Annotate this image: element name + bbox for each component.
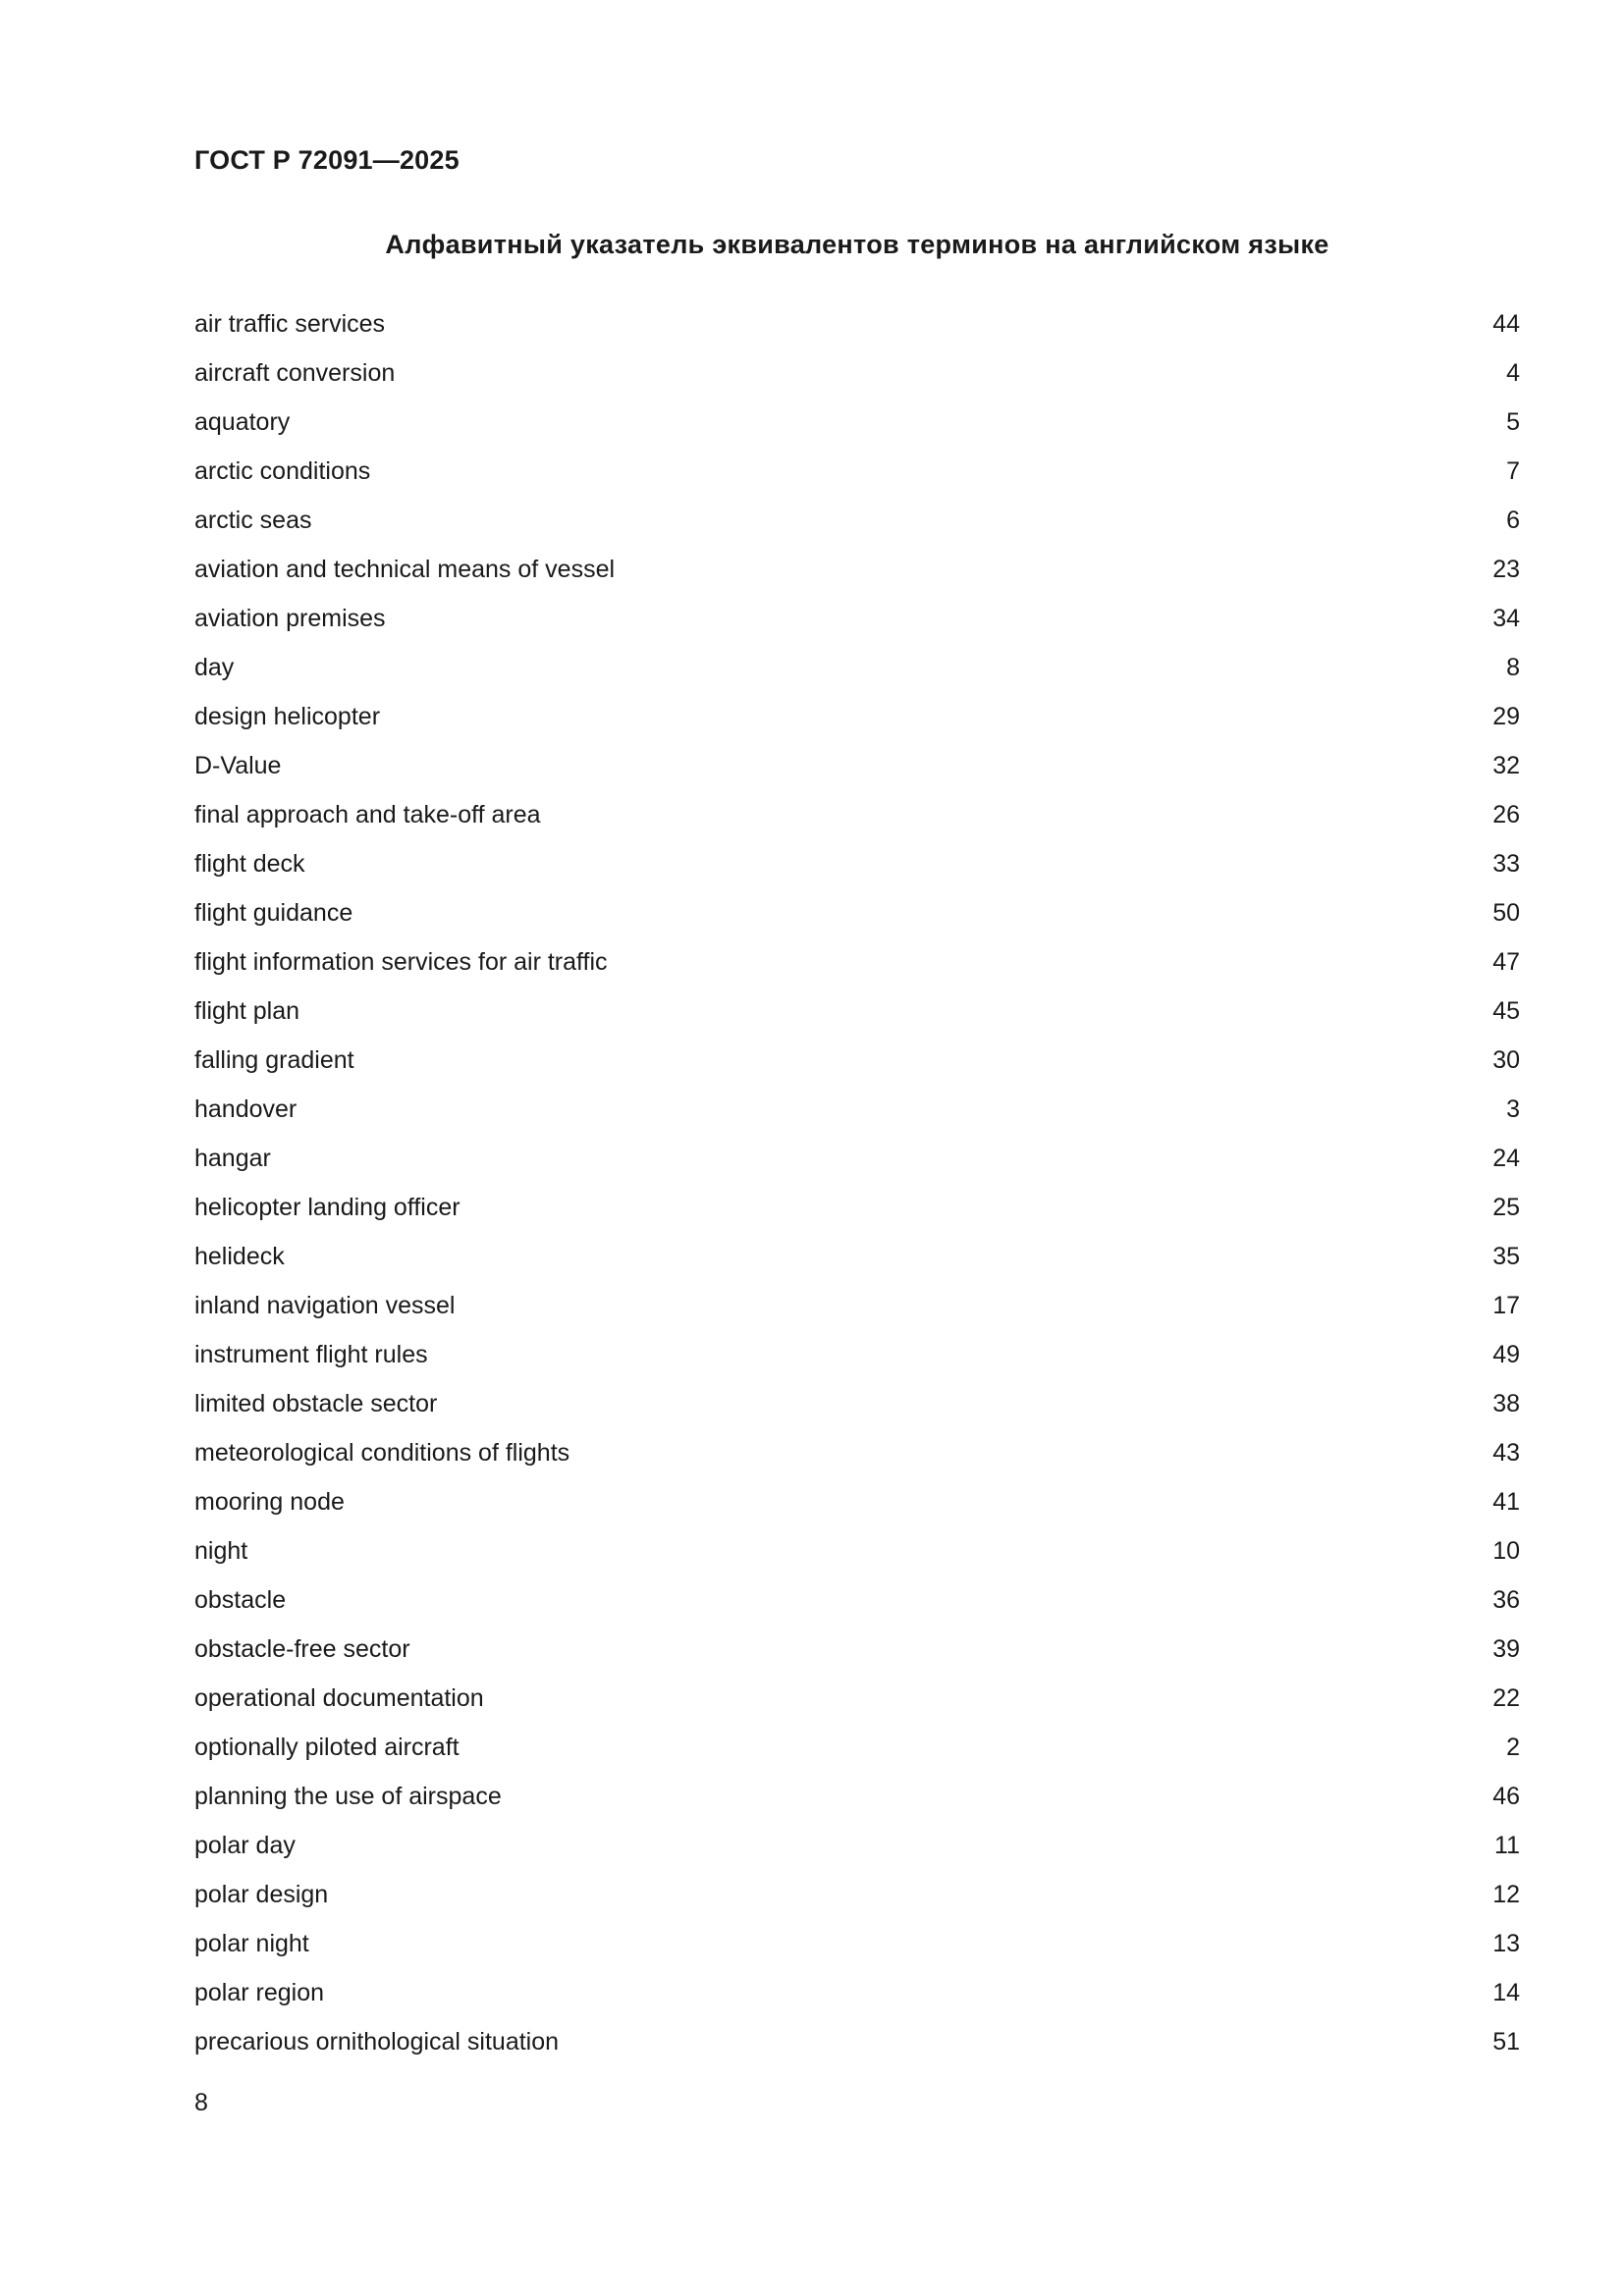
index-entry-term: optionally piloted aircraft — [194, 1734, 460, 1761]
index-entry — [194, 1330, 1520, 1379]
index-entry-term: night — [194, 1537, 248, 1565]
index-entry — [194, 1477, 1520, 1526]
index-entry — [194, 1870, 1520, 1919]
index-entry-number: 7 — [1506, 457, 1520, 485]
index-entry-number: 23 — [1492, 556, 1520, 583]
index-entry — [194, 1772, 1520, 1821]
index-entry — [194, 987, 1520, 1036]
index-entry-number: 44 — [1492, 310, 1520, 338]
index-entry-number: 11 — [1494, 1832, 1520, 1859]
index-entry — [194, 447, 1520, 496]
index-entry — [194, 1134, 1520, 1183]
index-entry-number: 38 — [1492, 1390, 1520, 1417]
page-number: 8 — [194, 2089, 208, 2116]
index-entry-number: 4 — [1506, 359, 1520, 387]
index-entry-term: day — [194, 654, 235, 681]
index-entry-term: arctic conditions — [194, 457, 371, 485]
index-entry-number: 50 — [1492, 899, 1520, 927]
index-entry-term: mooring node — [194, 1488, 345, 1516]
index-entry-term: limited obstacle sector — [194, 1390, 438, 1417]
index-entry — [194, 1674, 1520, 1723]
index-entry-number: 36 — [1492, 1586, 1520, 1614]
index-entry-term: obstacle — [194, 1586, 287, 1614]
index-entry-term: polar day — [194, 1832, 296, 1859]
index-entry — [194, 692, 1520, 741]
index-entry — [194, 496, 1520, 545]
index-entry — [194, 1526, 1520, 1575]
index-entry-number: 35 — [1492, 1243, 1520, 1270]
index-entry — [194, 1036, 1520, 1085]
index-entry-term: obstacle-free sector — [194, 1635, 410, 1663]
index-entry — [194, 888, 1520, 937]
index-entry-number: 22 — [1492, 1684, 1520, 1712]
index-entry-term: helicopter landing officer — [194, 1194, 460, 1221]
index-entry — [194, 1379, 1520, 1428]
index-entry — [194, 790, 1520, 839]
index-entry-number: 45 — [1492, 997, 1520, 1025]
index-entry-term: polar design — [194, 1881, 329, 1908]
index-entry-term: flight guidance — [194, 899, 353, 927]
index-entry-number: 13 — [1492, 1930, 1520, 1957]
index-entry-number: 34 — [1492, 605, 1520, 632]
index-entry — [194, 1919, 1520, 1968]
index-entry-term: aviation and technical means of vessel — [194, 556, 616, 583]
index-entry-term: operational documentation — [194, 1684, 484, 1712]
document-code: ГОСТ Р 72091—2025 — [194, 145, 460, 175]
index-entry-term: design helicopter — [194, 703, 381, 730]
index-entry-number: 47 — [1492, 948, 1520, 976]
index-entry — [194, 2017, 1520, 2066]
index-entry-term: D-Value — [194, 752, 282, 779]
index-entry — [194, 1281, 1520, 1330]
index-list — [194, 299, 1520, 2066]
index-entry-number: 10 — [1492, 1537, 1520, 1565]
index-entry-term: instrument flight rules — [194, 1341, 428, 1368]
index-entry-term: final approach and take-off area — [194, 801, 541, 828]
index-entry-term: planning the use of airspace — [194, 1783, 502, 1810]
index-entry — [194, 839, 1520, 888]
index-entry-term: polar night — [194, 1930, 309, 1957]
index-entry-term: flight plan — [194, 997, 300, 1025]
index-entry — [194, 1575, 1520, 1625]
index-entry — [194, 348, 1520, 398]
index-entry-number: 41 — [1492, 1488, 1520, 1516]
index-entry — [194, 937, 1520, 987]
index-entry — [194, 1183, 1520, 1232]
index-entry-term: precarious ornithological situation — [194, 2028, 560, 2056]
index-entry — [194, 1085, 1520, 1134]
index-entry-number: 6 — [1506, 507, 1520, 534]
index-entry — [194, 299, 1520, 348]
index-entry-term: aquatory — [194, 408, 291, 436]
index-entry — [194, 1232, 1520, 1281]
index-entry-number: 46 — [1492, 1783, 1520, 1810]
index-entry-term: flight deck — [194, 850, 305, 878]
index-entry-term: helideck — [194, 1243, 285, 1270]
index-entry — [194, 643, 1520, 692]
index-entry-number: 14 — [1492, 1979, 1520, 2006]
index-entry-number: 12 — [1492, 1881, 1520, 1908]
index-entry — [194, 1723, 1520, 1772]
index-entry-number: 17 — [1492, 1292, 1520, 1319]
index-entry-number: 33 — [1492, 850, 1520, 878]
index-entry-number: 8 — [1506, 654, 1520, 681]
index-entry — [194, 1968, 1520, 2017]
index-entry-number: 3 — [1506, 1095, 1520, 1123]
index-entry — [194, 398, 1520, 447]
index-entry-term: aviation premises — [194, 605, 386, 632]
index-entry-term: falling gradient — [194, 1046, 354, 1074]
index-entry-term: flight information services for air traffic — [194, 948, 608, 976]
index-entry — [194, 545, 1520, 594]
index-entry-number: 30 — [1492, 1046, 1520, 1074]
index-entry — [194, 594, 1520, 643]
index-entry — [194, 1625, 1520, 1674]
index-entry-term: hangar — [194, 1145, 271, 1172]
index-entry-term: air traffic services — [194, 310, 386, 338]
index-entry-term: polar region — [194, 1979, 325, 2006]
index-entry — [194, 1821, 1520, 1870]
index-entry-term: meteorological conditions of flights — [194, 1439, 570, 1467]
index-entry-term: inland navigation vessel — [194, 1292, 456, 1319]
index-entry-number: 24 — [1492, 1145, 1520, 1172]
index-entry — [194, 1428, 1520, 1477]
index-entry-number: 43 — [1492, 1439, 1520, 1467]
index-entry-term: handover — [194, 1095, 298, 1123]
index-entry — [194, 741, 1520, 790]
index-entry-number: 29 — [1492, 703, 1520, 730]
index-entry-number: 39 — [1492, 1635, 1520, 1663]
index-entry-number: 49 — [1492, 1341, 1520, 1368]
index-entry-number: 26 — [1492, 801, 1520, 828]
index-entry-number: 5 — [1506, 408, 1520, 436]
index-title: Алфавитный указатель эквивалентов терминов на английском языке — [385, 230, 1329, 259]
index-entry-number: 51 — [1492, 2028, 1520, 2056]
index-entry-number: 2 — [1506, 1734, 1520, 1761]
index-entry-number: 32 — [1492, 752, 1520, 779]
index-entry-term: arctic seas — [194, 507, 312, 534]
index-entry-term: aircraft conversion — [194, 359, 396, 387]
index-entry-number: 25 — [1492, 1194, 1520, 1221]
